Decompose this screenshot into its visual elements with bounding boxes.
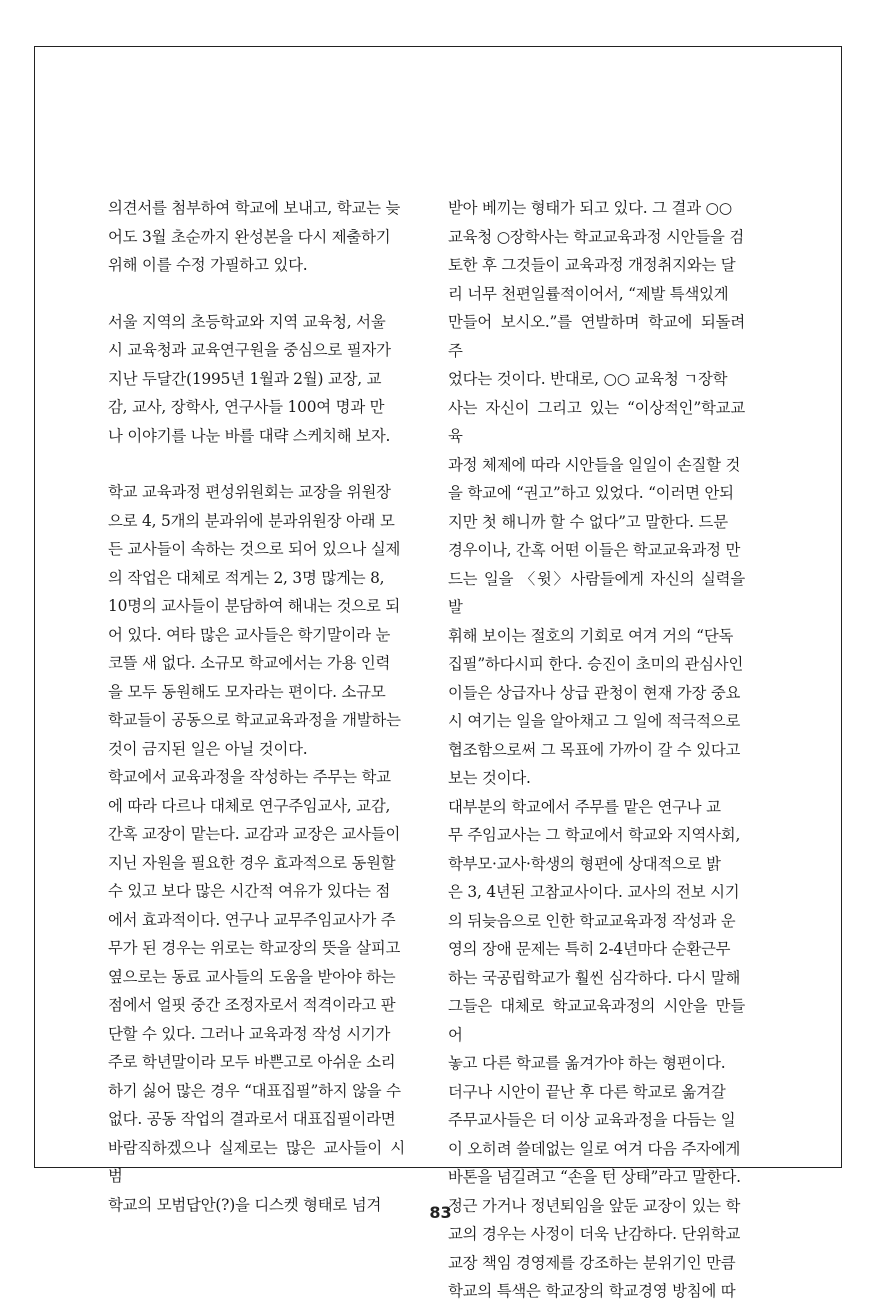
paragraph: 대부분의 학교에서 주무를 맡은 연구나 교 무 주임교사는 그 학교에서 학교와 지역사회, 학부모·교사·학생의 형편에 상대적으로 밝 은 3, 4년된 고참교사이다. 교사의 전보 시기 의 뒤늦음으로 인한 학교교육과정 작성과 운 영의 장애 문제는 특히 2-4년마다 순환근무 하는 국공립학교가 훨씬 심각하다. 다시 말해 그들은 대체로 학교교육과정의 시안을 만들어 놓고 다른 학교를 옮겨가야 하는 형편이다. 더구나 시안이 끝난 후 다른 학교로 옮겨갈 주무교사들은 더 이상 교육과정을 다듬는 일 이 오히려 쓸데없는 일로 여겨 다음 주자에게 바톤을 넘길려고 “손을 턴 상태”라고 말한다. 정근 가거나 정년퇴임을 앞둔 교장이 있는 학 교의 경우는 사정이 더욱 난감하다. 단위학교 교장 책임 경영제를 강조하는 분위기인 만큼 학교의 특색은 학교장의 학교경영 방침에 따 (448, 797, 745, 1300)
page-number: 83 (429, 1203, 452, 1222)
paragraph: 학교 교육과정 편성위원회는 교장을 위원장 으로 4, 5개의 분과위에 분과위원장 아래 모 든 교사들이 속하는 것으로 되어 있으나 실제 의 작업은 대체로 적게는 2, 3명 많게는 8, 10명의 교사들이 분담하여 해내는 것으로 되 어 있다. 여타 많은 교사들은 학기말이라 눈 코뜰 새 없다. 소규모 학교에서는 가용 인력 을 모두 동원해도 모자라는 편이다. 소규모 학교들이 공동으로 학교교육과정을 개발하는 것이 금지된 일은 아닐 것이다. (108, 483, 401, 758)
right-text-column (448, 194, 745, 1306)
paragraph: 받아 베끼는 형태가 되고 있다. 그 결과 ○○ 교육청 ○장학사는 학교교육과정 시안들을 검 토한 후 그것들이 교육과정 개정취지와는 달 리 너무 천편일률적이어서, “제발 특색있게 만들어 보시오.”를 연발하며 학교에 되돌려 주 었다는 것이다. 반대로, ○○ 교육청 ㄱ장학 사는 자신이 그리고 있는 “이상적인”학교교육 과정 체제에 따라 시안들을 일일이 손질할 것 을 학교에 “권고”하고 있었다. “이러면 안되 지만 첫 해니까 할 수 없다”고 말한다. 드문 경우이나, 간혹 어떤 이들은 학교교육과정 만 드는 일을 〈윗〉사람들에게 자신의 실력을 발 휘해 보이는 절호의 기회로 여겨 거의 “단독 집필”하다시피 한다. 승진이 초미의 관심사인 이들은 상급자나 상급 관청이 현재 가장 중요 시 여기는 일을 알아채고 그 일에 적극적으로 협조함으로써 그 목표에 가까이 갈 수 있다고 보는 것이다. (448, 199, 745, 787)
paragraph: 학교에서 교육과정을 작성하는 주무는 학교 에 따라 다르나 대체로 연구주임교사, 교감, 간혹 교장이 맡는다. 교감과 교장은 교사들이 지닌 자원을 필요한 경우 효과적으로 동원할 수 있고 보다 많은 시간적 여유가 있다는 점 에서 효과적이다. 연구나 교무주임교사가 주 무가 된 경우는 위로는 학교장의 뜻을 살피고 옆으로는 동료 교사들의 도움을 받아야 하는 점에서 얼핏 중간 조정자로서 적격이라고 판 단할 수 있다. 그러나 교육과정 작성 시기가 주로 학년말이라 모두 바쁜고로 아쉬운 소리 하기 싫어 많은 경우 “대표집필”하지 않을 수 없다. 공동 작업의 결과로서 대표집필이라면 바람직하겠으나 실제로는 많은 교사들이 시범 학교의 모범답안(?)을 디스켓 형태로 넘겨 (108, 768, 405, 1214)
paragraph: 의견서를 첨부하여 학교에 보내고, 학교는 늦 어도 3월 초순까지 완성본을 다시 제출하기 위해 이를 수정 가필하고 있다. (108, 199, 401, 274)
paragraph: 서울 지역의 초등학교와 지역 교육청, 서울 시 교육청과 교육연구원을 중심으로 필자가 지난 두달간(1995년 1월과 2월) 교장, 교 감, 교사, 장학사, 연구사들 100여 명과 만 나 이야기를 나눈 바를 대략 스케치해 보자. (108, 312, 391, 445)
left-text-column (108, 194, 405, 1219)
